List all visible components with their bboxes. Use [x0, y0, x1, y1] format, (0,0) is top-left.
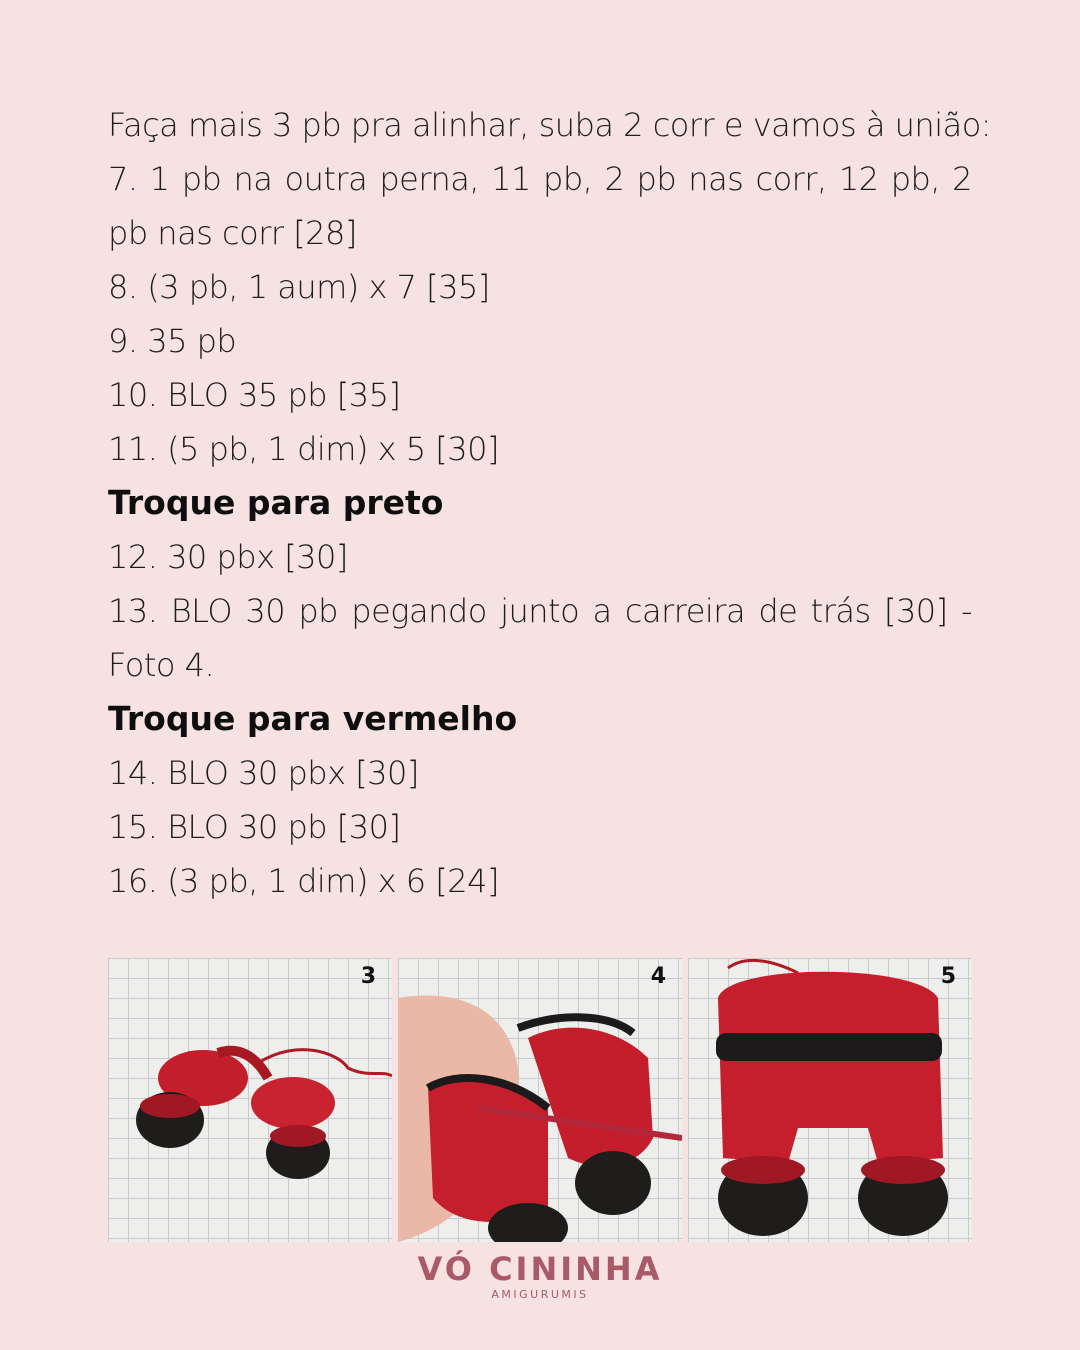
- pattern-instructions: [108, 98, 992, 908]
- instruction-row-9: 9. 35 pb: [108, 322, 237, 360]
- photo-number: 3: [360, 964, 376, 989]
- instruction-row-10: 10. BLO 35 pb [35]: [108, 376, 401, 414]
- instruction-row-14: 14. BLO 30 pbx [30]: [108, 754, 419, 792]
- heading-switch-red: Troque para vermelho: [108, 699, 518, 738]
- instruction-row-12: 12. 30 pbx [30]: [108, 538, 348, 576]
- photo-5: [688, 958, 972, 1242]
- crochet-legs-joined-photo: [108, 958, 392, 1242]
- instruction-row-13: 13. BLO 30 pb pegando junto a carreira de trás [30] - Foto 4.: [108, 592, 972, 684]
- instruction-intro: Faça mais 3 pb pra alinhar, suba 2 corr e vamos à união:: [108, 106, 992, 144]
- crochet-hook-joining-photo: [398, 958, 682, 1242]
- brand-logo: [0, 1250, 1080, 1301]
- heading-switch-black: Troque para preto: [108, 483, 444, 522]
- instruction-row-15: 15. BLO 30 pb [30]: [108, 808, 401, 846]
- instruction-row-16: 16. (3 pb, 1 dim) x 6 [24]: [108, 862, 499, 900]
- photo-4: [398, 958, 682, 1242]
- brand-name: VÓ CININHA: [417, 1250, 663, 1288]
- photo-3: [108, 958, 392, 1242]
- instruction-row-7: 7. 1 pb na outra perna, 11 pb, 2 pb nas corr, 12 pb, 2 pb nas corr [28]: [108, 160, 972, 252]
- instruction-row-8: 8. (3 pb, 1 aum) x 7 [35]: [108, 268, 490, 306]
- photo-strip: [108, 958, 972, 1242]
- photo-number: 5: [940, 964, 956, 989]
- brand-subtitle: AMIGURUMIS: [491, 1288, 589, 1301]
- crochet-pants-finished-photo: [688, 958, 972, 1242]
- photo-number: 4: [650, 964, 666, 989]
- instruction-row-11: 11. (5 pb, 1 dim) x 5 [30]: [108, 430, 499, 468]
